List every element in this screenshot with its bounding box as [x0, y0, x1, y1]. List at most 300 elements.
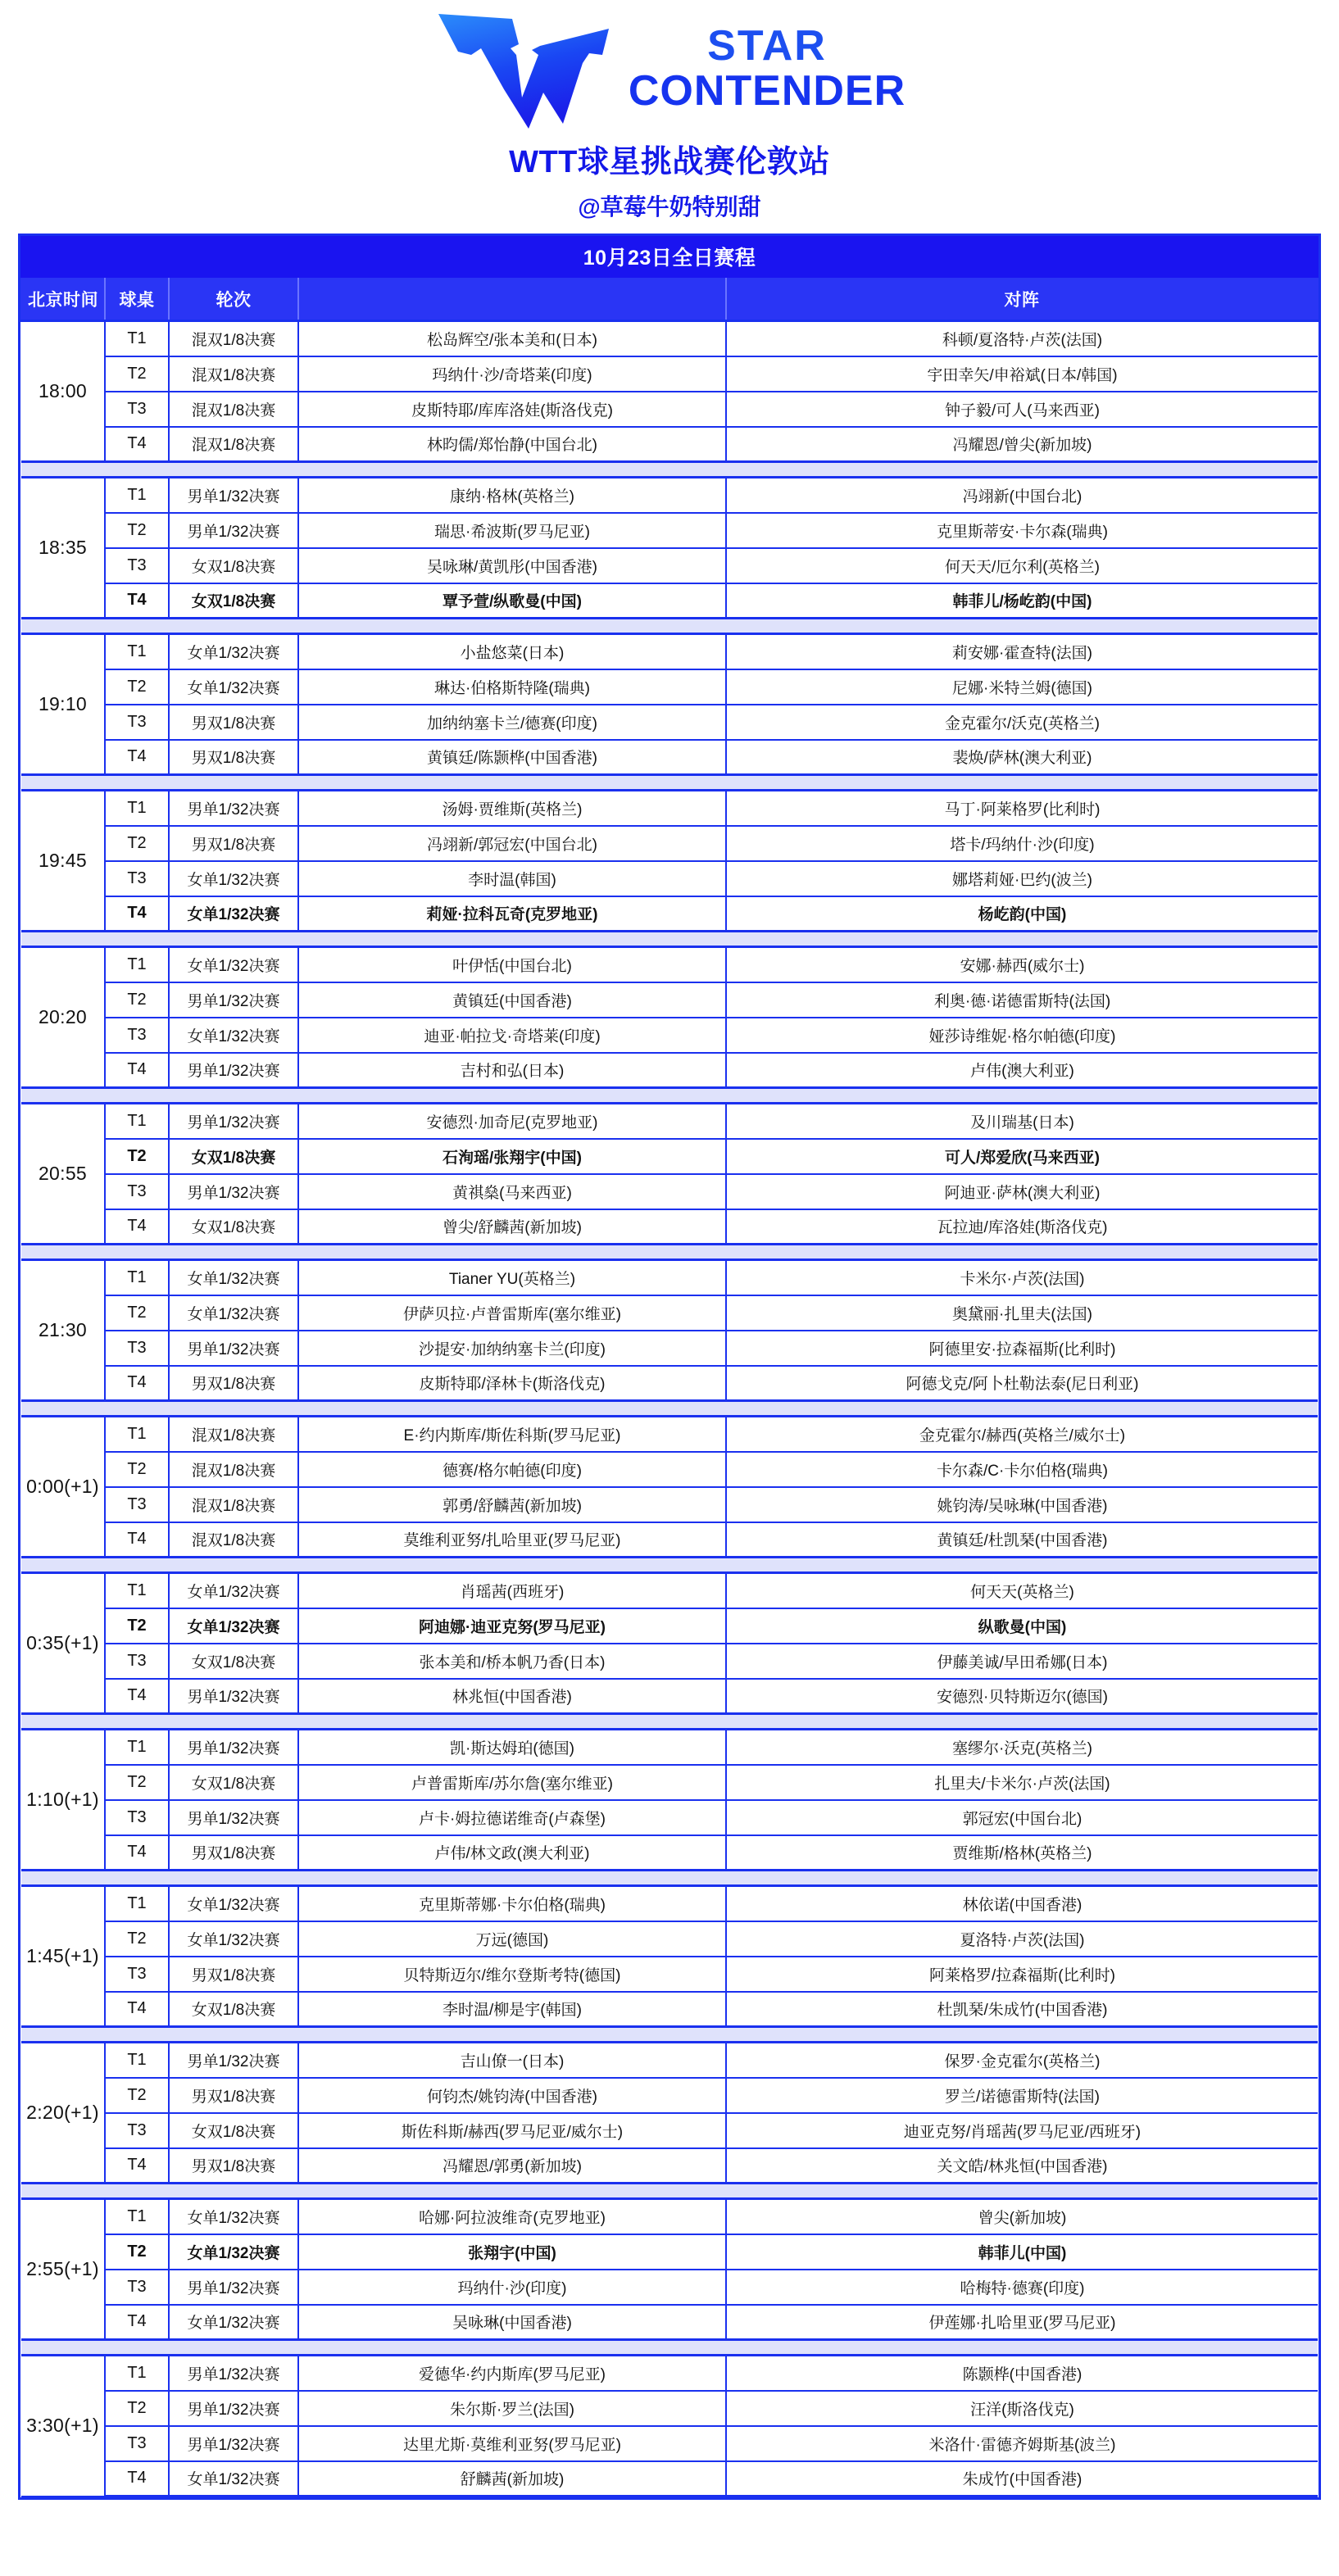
cell-player-left: 琳达·伯格斯特隆(瑞典): [298, 669, 726, 705]
block-separator: [21, 2340, 1318, 2356]
cell-player-left: 石洵瑶/张翔宇(中国): [298, 1139, 726, 1174]
cell-round: 混双1/8决赛: [169, 1452, 298, 1487]
cell-player-left: Tianer YU(英格兰): [298, 1260, 726, 1295]
cell-player-left: E·约内斯库/斯佐科斯(罗马尼亚): [298, 1417, 726, 1452]
table-row: [21, 1800, 1318, 1835]
cell-player-right: 韩菲儿/杨屹韵(中国): [726, 583, 1318, 619]
cell-round: 男单1/32决赛: [169, 2391, 298, 2426]
cell-player-left: 万远(德国): [298, 1921, 726, 1957]
cell-round: 男双1/8决赛: [169, 2078, 298, 2113]
cell-table-number: T3: [105, 705, 169, 740]
session-time: 18:00: [21, 321, 105, 462]
cell-round: 混双1/8决赛: [169, 1417, 298, 1452]
cell-round: 女单1/32决赛: [169, 634, 298, 669]
cell-player-left: 李时温/柳是宇(韩国): [298, 1992, 726, 2027]
cell-table-number: T2: [105, 2391, 169, 2426]
cell-round: 男单1/32决赛: [169, 2043, 298, 2078]
table-row: [21, 791, 1318, 826]
session-time: 21:30: [21, 1260, 105, 1401]
cell-round: 男单1/32决赛: [169, 1174, 298, 1209]
block-separator: [21, 1088, 1318, 1104]
cell-player-left: 哈娜·阿拉波维奇(克罗地亚): [298, 2199, 726, 2234]
session-time: 2:55(+1): [21, 2199, 105, 2340]
cell-player-left: 汤姆·贾维斯(英格兰): [298, 791, 726, 826]
table-row: [21, 1679, 1318, 1714]
block-separator: [21, 1401, 1318, 1417]
date-bar: 10月23日全日赛程: [18, 234, 1321, 278]
session-time: 3:30(+1): [21, 2356, 105, 2497]
cell-round: 男单1/32决赛: [169, 2426, 298, 2461]
cell-player-right: 曾尖(新加坡): [726, 2199, 1318, 2234]
cell-round: 男单1/32决赛: [169, 1104, 298, 1139]
cell-player-left: 卢卡·姆拉德诺维奇(卢森堡): [298, 1800, 726, 1835]
table-row: [21, 1608, 1318, 1644]
table-row: [21, 1018, 1318, 1053]
cell-table-number: T2: [105, 1295, 169, 1331]
cell-player-right: 安娜·赫西(威尔士): [726, 947, 1318, 982]
cell-round: 男双1/8决赛: [169, 705, 298, 740]
cell-player-left: 皮斯特耶/库库洛娃(斯洛伐克): [298, 392, 726, 427]
cell-table-number: T3: [105, 2113, 169, 2148]
block-separator-cell: [21, 619, 1318, 634]
block-separator: [21, 2027, 1318, 2043]
cell-round: 女双1/8决赛: [169, 1992, 298, 2027]
session-time: 0:35(+1): [21, 1573, 105, 1714]
col-header-blank: [298, 279, 726, 321]
cell-table-number: T4: [105, 2461, 169, 2497]
cell-player-left: 黄镇廷/陈颢桦(中国香港): [298, 740, 726, 775]
cell-table-number: T3: [105, 2270, 169, 2305]
cell-player-right: 姚钧涛/吴咏琳(中国香港): [726, 1487, 1318, 1522]
table-row: [21, 669, 1318, 705]
block-separator-cell: [21, 1558, 1318, 1573]
table-row: [21, 2148, 1318, 2184]
cell-player-left: 卢伟/林文政(澳大利亚): [298, 1835, 726, 1871]
cell-player-right: 卢伟(澳大利亚): [726, 1053, 1318, 1088]
cell-round: 混双1/8决赛: [169, 427, 298, 462]
col-header-matchup: 对阵: [726, 279, 1318, 321]
cell-player-left: 舒麟茜(新加坡): [298, 2461, 726, 2497]
cell-player-right: 钟子毅/可人(马来西亚): [726, 392, 1318, 427]
block-separator-cell: [21, 2340, 1318, 2356]
cell-player-left: 肖瑶茜(西班牙): [298, 1573, 726, 1608]
cell-player-left: 卢普雷斯库/苏尔詹(塞尔维亚): [298, 1765, 726, 1800]
cell-player-right: 卡米尔·卢茨(法国): [726, 1260, 1318, 1295]
table-row: [21, 705, 1318, 740]
cell-round: 女单1/32决赛: [169, 1260, 298, 1295]
table-row: [21, 1921, 1318, 1957]
cell-player-right: 陈颢桦(中国香港): [726, 2356, 1318, 2391]
cell-player-left: 安德烈·加奇尼(克罗地亚): [298, 1104, 726, 1139]
cell-player-right: 安德烈·贝特斯迈尔(德国): [726, 1679, 1318, 1714]
cell-round: 女双1/8决赛: [169, 583, 298, 619]
cell-player-left: 松岛辉空/张本美和(日本): [298, 321, 726, 356]
cell-round: 男单1/32决赛: [169, 1800, 298, 1835]
cell-player-right: 何天天/厄尔利(英格兰): [726, 548, 1318, 583]
session-time: 2:20(+1): [21, 2043, 105, 2184]
session-time: 18:35: [21, 478, 105, 619]
cell-round: 男单1/32决赛: [169, 2356, 298, 2391]
cell-round: 男双1/8决赛: [169, 740, 298, 775]
cell-player-left: 吴咏琳(中国香港): [298, 2305, 726, 2340]
table-row: [21, 1417, 1318, 1452]
cell-round: 女单1/32决赛: [169, 896, 298, 932]
cell-table-number: T3: [105, 861, 169, 896]
cell-player-left: 何钧杰/姚钧涛(中国香港): [298, 2078, 726, 2113]
cell-table-number: T1: [105, 1730, 169, 1765]
cell-player-right: 宇田幸矢/申裕斌(日本/韩国): [726, 356, 1318, 392]
author-handle: @草莓牛奶特别甜: [578, 194, 761, 220]
cell-player-left: 沙提安·加纳纳塞卡兰(印度): [298, 1331, 726, 1366]
cell-table-number: T2: [105, 356, 169, 392]
cell-player-left: 瑞思·希波斯(罗马尼亚): [298, 513, 726, 548]
table-row: [21, 2113, 1318, 2148]
wtt-w-logo-icon: [433, 7, 614, 130]
table-row: [21, 982, 1318, 1018]
col-header-table: 球桌: [105, 279, 169, 321]
cell-player-right: 阿迪亚·萨林(澳大利亚): [726, 1174, 1318, 1209]
cell-table-number: T4: [105, 896, 169, 932]
cell-player-right: 裴焕/萨林(澳大利亚): [726, 740, 1318, 775]
brand-lockup: [433, 7, 906, 130]
table-row: [21, 2078, 1318, 2113]
cell-round: 女双1/8决赛: [169, 1644, 298, 1679]
table-row: [21, 1765, 1318, 1800]
table-row: [21, 356, 1318, 392]
table-row: [21, 1209, 1318, 1245]
table-row: [21, 1730, 1318, 1765]
cell-table-number: T3: [105, 1174, 169, 1209]
cell-player-right: 夏洛特·卢茨(法国): [726, 1921, 1318, 1957]
cell-table-number: T1: [105, 791, 169, 826]
cell-player-right: 汪洋(斯洛伐克): [726, 2391, 1318, 2426]
brand-line-1: STAR: [707, 22, 827, 70]
cell-player-left: 莉娅·拉科瓦奇(克罗地亚): [298, 896, 726, 932]
cell-player-right: 伊藤美诚/早田希娜(日本): [726, 1644, 1318, 1679]
cell-table-number: T2: [105, 669, 169, 705]
cell-player-left: 达里尤斯·莫维利亚努(罗马尼亚): [298, 2426, 726, 2461]
table-row: [21, 1452, 1318, 1487]
cell-round: 男单1/32决赛: [169, 2270, 298, 2305]
cell-player-left: 爱德华·约内斯库(罗马尼亚): [298, 2356, 726, 2391]
schedule-table: [20, 278, 1319, 2497]
cell-round: 男单1/32决赛: [169, 791, 298, 826]
cell-table-number: T1: [105, 634, 169, 669]
table-row: [21, 2270, 1318, 2305]
cell-table-number: T2: [105, 513, 169, 548]
cell-table-number: T4: [105, 2148, 169, 2184]
block-separator-cell: [21, 932, 1318, 947]
cell-player-right: 林依诺(中国香港): [726, 1886, 1318, 1921]
cell-player-left: 莫维利亚努/扎哈里亚(罗马尼亚): [298, 1522, 726, 1558]
cell-table-number: T3: [105, 1331, 169, 1366]
table-row: [21, 1522, 1318, 1558]
block-separator: [21, 1245, 1318, 1260]
cell-player-right: 冯翊新(中国台北): [726, 478, 1318, 513]
block-separator-cell: [21, 1088, 1318, 1104]
cell-table-number: T3: [105, 2426, 169, 2461]
cell-round: 女单1/32决赛: [169, 861, 298, 896]
cell-player-left: 冯耀恩/郭勇(新加坡): [298, 2148, 726, 2184]
col-header-round: 轮次: [169, 279, 298, 321]
cell-round: 女单1/32决赛: [169, 1295, 298, 1331]
table-row: [21, 1139, 1318, 1174]
cell-round: 男双1/8决赛: [169, 2148, 298, 2184]
cell-player-left: 斯佐科斯/赫西(罗马尼亚/威尔士): [298, 2113, 726, 2148]
cell-table-number: T3: [105, 1487, 169, 1522]
block-separator-cell: [21, 2027, 1318, 2043]
table-row: [21, 548, 1318, 583]
page-title: WTT球星挑战赛伦敦站: [509, 145, 830, 179]
block-separator-cell: [21, 1401, 1318, 1417]
cell-table-number: T2: [105, 826, 169, 861]
cell-player-left: 曾尖/舒麟茜(新加坡): [298, 1209, 726, 1245]
block-separator: [21, 462, 1318, 478]
cell-player-right: 塞缪尔·沃克(英格兰): [726, 1730, 1318, 1765]
cell-player-right: 扎里夫/卡米尔·卢茨(法国): [726, 1765, 1318, 1800]
cell-round: 女单1/32决赛: [169, 669, 298, 705]
cell-player-right: 莉安娜·霍查特(法国): [726, 634, 1318, 669]
cell-round: 女单1/32决赛: [169, 1608, 298, 1644]
table-row: [21, 583, 1318, 619]
col-header-time: 北京时间: [21, 279, 105, 321]
cell-round: 混双1/8决赛: [169, 356, 298, 392]
cell-table-number: T4: [105, 740, 169, 775]
cell-table-number: T2: [105, 982, 169, 1018]
cell-player-right: 娅莎诗维妮·格尔帕德(印度): [726, 1018, 1318, 1053]
header-row: [21, 279, 1318, 321]
cell-table-number: T3: [105, 1018, 169, 1053]
table-header: [21, 279, 1318, 321]
table-row: [21, 2356, 1318, 2391]
cell-round: 女双1/8决赛: [169, 2113, 298, 2148]
cell-player-left: 叶伊恬(中国台北): [298, 947, 726, 982]
cell-round: 女单1/32决赛: [169, 2461, 298, 2497]
session-time: 20:55: [21, 1104, 105, 1245]
cell-table-number: T3: [105, 1644, 169, 1679]
cell-round: 女双1/8决赛: [169, 1765, 298, 1800]
cell-player-left: 林昀儒/郑怡静(中国台北): [298, 427, 726, 462]
cell-table-number: T1: [105, 321, 169, 356]
cell-round: 男单1/32决赛: [169, 1679, 298, 1714]
block-separator-cell: [21, 775, 1318, 791]
cell-player-left: 凯·斯达姆珀(德国): [298, 1730, 726, 1765]
block-separator: [21, 775, 1318, 791]
table-row: [21, 2305, 1318, 2340]
cell-player-right: 米洛什·雷德齐姆斯基(波兰): [726, 2426, 1318, 2461]
cell-round: 混双1/8决赛: [169, 321, 298, 356]
cell-round: 女单1/32决赛: [169, 1921, 298, 1957]
cell-player-left: 冯翊新/郭冠宏(中国台北): [298, 826, 726, 861]
block-separator-cell: [21, 462, 1318, 478]
block-separator: [21, 619, 1318, 634]
block-separator: [21, 1558, 1318, 1573]
cell-player-left: 皮斯特耶/泽林卡(斯洛伐克): [298, 1366, 726, 1401]
cell-player-left: 伊萨贝拉·卢普雷斯库(塞尔维亚): [298, 1295, 726, 1331]
table-row: [21, 2234, 1318, 2270]
cell-table-number: T1: [105, 2199, 169, 2234]
cell-player-right: 保罗·金克霍尔(英格兰): [726, 2043, 1318, 2078]
cell-table-number: T1: [105, 1886, 169, 1921]
cell-player-right: 阿德戈克/阿卜杜勒法泰(尼日利亚): [726, 1366, 1318, 1401]
cell-table-number: T2: [105, 1139, 169, 1174]
brand-line-2: CONTENDER: [628, 67, 906, 115]
cell-table-number: T4: [105, 1366, 169, 1401]
cell-round: 女单1/32决赛: [169, 1573, 298, 1608]
table-row: [21, 1174, 1318, 1209]
cell-player-left: 阿迪娜·迪亚克努(罗马尼亚): [298, 1608, 726, 1644]
cell-player-right: 杨屹韵(中国): [726, 896, 1318, 932]
cell-table-number: T4: [105, 1053, 169, 1088]
block-separator-cell: [21, 1245, 1318, 1260]
cell-table-number: T2: [105, 1765, 169, 1800]
cell-player-right: 哈梅特·德赛(印度): [726, 2270, 1318, 2305]
table-row: [21, 1644, 1318, 1679]
table-row: [21, 1260, 1318, 1295]
cell-round: 女单1/32决赛: [169, 2234, 298, 2270]
cell-player-left: 林兆恒(中国香港): [298, 1679, 726, 1714]
cell-round: 男单1/32决赛: [169, 982, 298, 1018]
cell-player-right: 伊莲娜·扎哈里亚(罗马尼亚): [726, 2305, 1318, 2340]
table-row: [21, 478, 1318, 513]
table-row: [21, 1957, 1318, 1992]
cell-player-right: 何天天(英格兰): [726, 1573, 1318, 1608]
table-row: [21, 321, 1318, 356]
cell-player-right: 郭冠宏(中国台北): [726, 1800, 1318, 1835]
cell-player-right: 朱成竹(中国香港): [726, 2461, 1318, 2497]
cell-round: 混双1/8决赛: [169, 1487, 298, 1522]
table-row: [21, 947, 1318, 982]
cell-table-number: T2: [105, 1921, 169, 1957]
cell-player-right: 塔卡/玛纳什·沙(印度): [726, 826, 1318, 861]
block-separator: [21, 1714, 1318, 1730]
cell-player-right: 尼娜·米特兰姆(德国): [726, 669, 1318, 705]
cell-player-left: 吴咏琳/黄凯彤(中国香港): [298, 548, 726, 583]
cell-player-right: 娜塔莉娅·巴约(波兰): [726, 861, 1318, 896]
cell-table-number: T4: [105, 427, 169, 462]
session-time: 1:45(+1): [21, 1886, 105, 2027]
cell-table-number: T4: [105, 1209, 169, 1245]
cell-player-right: 及川瑞基(日本): [726, 1104, 1318, 1139]
cell-table-number: T4: [105, 1679, 169, 1714]
cell-player-right: 杜凯琹/朱成竹(中国香港): [726, 1992, 1318, 2027]
table-row: [21, 2426, 1318, 2461]
schedule-table-frame: [18, 278, 1321, 2500]
masthead: [0, 0, 1339, 133]
cell-player-left: 小盐悠菜(日本): [298, 634, 726, 669]
table-row: [21, 392, 1318, 427]
cell-table-number: T3: [105, 1957, 169, 1992]
cell-player-right: 利奥·德·诺德雷斯特(法国): [726, 982, 1318, 1018]
table-row: [21, 1992, 1318, 2027]
table-row: [21, 2199, 1318, 2234]
cell-table-number: T3: [105, 392, 169, 427]
cell-table-number: T2: [105, 2234, 169, 2270]
cell-player-left: 迪亚·帕拉戈·奇塔莱(印度): [298, 1018, 726, 1053]
cell-round: 男双1/8决赛: [169, 1957, 298, 1992]
session-time: 1:10(+1): [21, 1730, 105, 1871]
cell-player-left: 张本美和/桥本帆乃香(日本): [298, 1644, 726, 1679]
cell-round: 男单1/32决赛: [169, 513, 298, 548]
cell-table-number: T1: [105, 478, 169, 513]
cell-table-number: T1: [105, 2043, 169, 2078]
cell-player-right: 马丁·阿莱格罗(比利时): [726, 791, 1318, 826]
cell-player-left: 吉村和弘(日本): [298, 1053, 726, 1088]
cell-table-number: T2: [105, 2078, 169, 2113]
cell-round: 女双1/8决赛: [169, 1209, 298, 1245]
cell-round: 女双1/8决赛: [169, 548, 298, 583]
cell-round: 男双1/8决赛: [169, 826, 298, 861]
table-row: [21, 1487, 1318, 1522]
cell-player-left: 玛纳什·沙/奇塔莱(印度): [298, 356, 726, 392]
cell-player-right: 瓦拉迪/库洛娃(斯洛伐克): [726, 1209, 1318, 1245]
cell-player-right: 金克霍尔/沃克(英格兰): [726, 705, 1318, 740]
cell-player-right: 卡尔森/C·卡尔伯格(瑞典): [726, 1452, 1318, 1487]
cell-player-left: 李时温(韩国): [298, 861, 726, 896]
session-time: 19:45: [21, 791, 105, 932]
table-row: [21, 513, 1318, 548]
block-separator: [21, 2184, 1318, 2199]
table-row: [21, 1053, 1318, 1088]
cell-player-right: 贾维斯/格林(英格兰): [726, 1835, 1318, 1871]
cell-player-left: 吉山僚一(日本): [298, 2043, 726, 2078]
block-separator: [21, 1871, 1318, 1886]
cell-round: 男单1/32决赛: [169, 1331, 298, 1366]
cell-player-right: 罗兰/诺德雷斯特(法国): [726, 2078, 1318, 2113]
cell-table-number: T2: [105, 1452, 169, 1487]
cell-player-right: 纵歌曼(中国): [726, 1608, 1318, 1644]
table-row: [21, 2461, 1318, 2497]
cell-round: 混双1/8决赛: [169, 1522, 298, 1558]
table-row: [21, 1835, 1318, 1871]
cell-player-right: 黄镇廷/杜凯琹(中国香港): [726, 1522, 1318, 1558]
cell-round: 男单1/32决赛: [169, 1053, 298, 1088]
cell-player-left: 郭勇/舒麟茜(新加坡): [298, 1487, 726, 1522]
cell-table-number: T2: [105, 1608, 169, 1644]
block-separator-cell: [21, 1714, 1318, 1730]
cell-round: 男单1/32决赛: [169, 478, 298, 513]
table-row: [21, 1295, 1318, 1331]
cell-table-number: T4: [105, 1522, 169, 1558]
cell-round: 女双1/8决赛: [169, 1139, 298, 1174]
table-row: [21, 826, 1318, 861]
cell-table-number: T1: [105, 1417, 169, 1452]
cell-player-left: 克里斯蒂娜·卡尔伯格(瑞典): [298, 1886, 726, 1921]
table-row: [21, 1104, 1318, 1139]
table-row: [21, 2043, 1318, 2078]
block-separator-cell: [21, 1871, 1318, 1886]
cell-player-right: 阿莱格罗/拉森福斯(比利时): [726, 1957, 1318, 1992]
cell-table-number: T1: [105, 1260, 169, 1295]
cell-player-left: 贝特斯迈尔/维尔登斯考特(德国): [298, 1957, 726, 1992]
cell-table-number: T4: [105, 583, 169, 619]
cell-round: 女单1/32决赛: [169, 2199, 298, 2234]
cell-round: 混双1/8决赛: [169, 392, 298, 427]
cell-player-right: 迪亚克努/肖瑶茜(罗马尼亚/西班牙): [726, 2113, 1318, 2148]
cell-round: 男双1/8决赛: [169, 1366, 298, 1401]
cell-table-number: T1: [105, 1104, 169, 1139]
cell-player-left: 张翔宇(中国): [298, 2234, 726, 2270]
block-separator: [21, 932, 1318, 947]
table-body: [21, 321, 1318, 2497]
table-row: [21, 740, 1318, 775]
cell-player-left: 加纳纳塞卡兰/德赛(印度): [298, 705, 726, 740]
cell-table-number: T1: [105, 947, 169, 982]
cell-player-right: 科顿/夏洛特·卢茨(法国): [726, 321, 1318, 356]
table-row: [21, 1573, 1318, 1608]
cell-player-left: 德赛/格尔帕德(印度): [298, 1452, 726, 1487]
cell-round: 女单1/32决赛: [169, 2305, 298, 2340]
